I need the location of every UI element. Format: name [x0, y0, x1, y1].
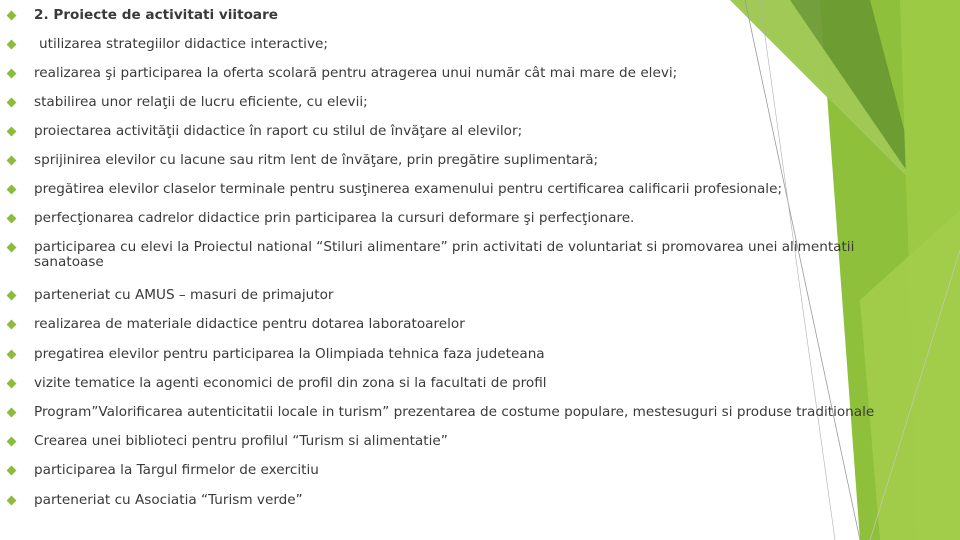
diamond-bullet-icon — [6, 349, 17, 360]
list-item — [6, 240, 926, 270]
list-item — [6, 317, 946, 332]
section-heading: 2. Proiecte de activitati viitoare — [34, 7, 279, 23]
list-item — [6, 182, 946, 197]
list-item — [6, 211, 946, 226]
list-item-text: parteneriat cu AMUS – masuri de primajutor — [34, 287, 334, 303]
list-item — [6, 347, 946, 362]
diamond-bullet-icon — [6, 68, 17, 79]
diamond-bullet-icon — [6, 97, 17, 108]
list-item — [6, 124, 946, 139]
diamond-bullet-icon — [6, 495, 17, 506]
diamond-bullet-icon — [6, 242, 17, 253]
list-item — [6, 288, 946, 303]
list-item — [6, 463, 946, 478]
list-item-text: sprijinirea elevilor cu lacune sau ritm lent de învăţare, prin pregătire suplimentară; — [34, 152, 599, 168]
list-item-text: pregătirea elevilor claselor terminale pentru susţinerea examenului pentru certificarea calificarii profesionale; — [34, 181, 783, 197]
list-item — [6, 95, 946, 110]
list-item-text: stabilirea unor relaţii de lucru eficiente, cu elevii; — [34, 94, 368, 110]
diamond-bullet-icon — [6, 290, 17, 301]
list-item — [6, 153, 946, 168]
diamond-bullet-icon — [6, 155, 17, 166]
diamond-bullet-icon — [6, 465, 17, 476]
diamond-bullet-icon — [6, 407, 17, 418]
list-item — [6, 37, 946, 52]
diamond-bullet-icon — [6, 319, 17, 330]
list-item — [6, 66, 946, 81]
list-item-text: Crearea unei biblioteci pentru profilul “Turism si alimentatie” — [34, 433, 448, 449]
diamond-bullet-icon — [6, 213, 17, 224]
diamond-bullet-icon — [6, 184, 17, 195]
list-item — [6, 434, 946, 449]
list-item-text: perfecţionarea cadrelor didactice prin participarea la cursuri deformare şi perfecţionare. — [34, 210, 635, 226]
list-item-text: vizite tematice la agenti economici de profil din zona si la facultati de profil — [34, 375, 547, 391]
list-item — [6, 376, 946, 391]
list-item-text: participarea la Targul firmelor de exercitiu — [34, 462, 319, 478]
list-item-text: pregatirea elevilor pentru participarea la Olimpiada tehnica faza judeteana — [34, 346, 545, 362]
diamond-bullet-icon — [6, 436, 17, 447]
list-item — [6, 8, 946, 23]
diamond-bullet-icon — [6, 10, 17, 21]
list-item-text: Program”Valorificarea autenticitatii locale in turism” prezentarea de costume populare, mestesuguri si produse traditionale — [34, 404, 875, 420]
list-item-text: realizarea şi participarea la oferta scolară pentru atragerea unui număr cât mai mare de elevi; — [34, 65, 678, 81]
list-item-text: proiectarea activităţii didactice în raport cu stilul de învăţare al elevilor; — [34, 123, 523, 139]
list-item-text: realizarea de materiale didactice pentru dotarea laboratoarelor — [34, 316, 465, 332]
diamond-bullet-icon — [6, 126, 17, 137]
list-item-text: parteneriat cu Asociatia “Turism verde” — [34, 492, 303, 508]
list-item-text: utilizarea strategiilor didactice interactive; — [39, 36, 328, 52]
list-item — [6, 405, 946, 420]
list-item — [6, 493, 946, 508]
diamond-bullet-icon — [6, 378, 17, 389]
list-item-text: participarea cu elevi la Proiectul national “Stiluri alimentare” prin activitati de voluntariat si promovarea unei alimentatii sanatoase — [34, 239, 855, 270]
diamond-bullet-icon — [6, 39, 17, 50]
